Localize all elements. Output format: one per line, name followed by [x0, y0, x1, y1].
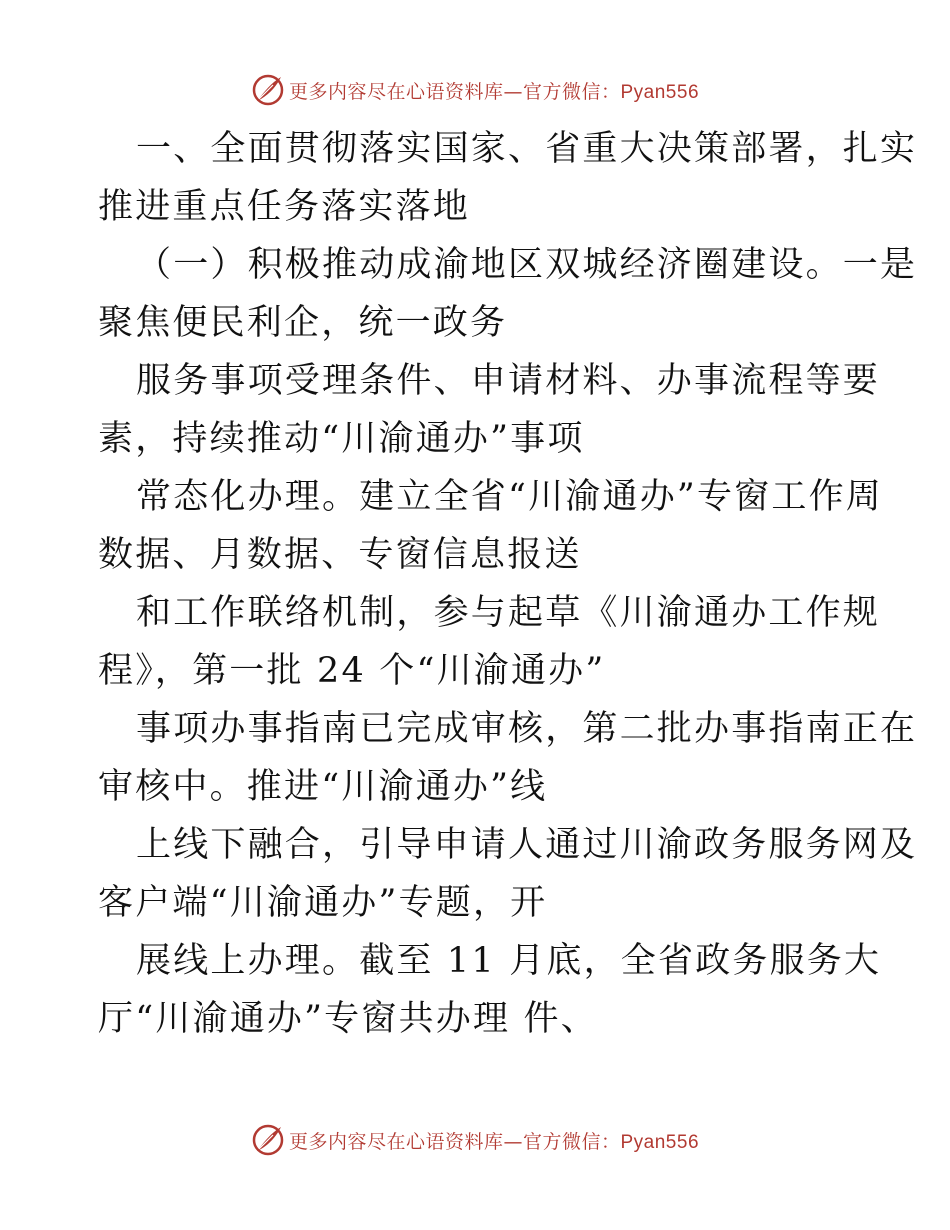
watermark-wechat-id: Pyan556	[620, 81, 700, 103]
paragraph-line: （一）积极推动成渝地区双城经济圈建设。一是	[136, 245, 918, 285]
watermark-separator: —	[503, 1130, 523, 1153]
paragraph-line: 推进重点任务落实落地	[98, 187, 471, 227]
paragraph-line: 和工作联络机制，参与起草《川渝通办工作规	[136, 593, 881, 633]
feather-pen-logo-icon	[251, 73, 285, 107]
watermark-separator: —	[503, 80, 523, 103]
paragraph-line: 上线下融合，引导申请人通过川渝政务服务网及	[136, 825, 918, 865]
watermark-wechat-id: Pyan556	[620, 1131, 700, 1153]
feather-pen-logo-icon	[251, 1123, 285, 1157]
document-body	[98, 120, 918, 1048]
watermark-footer	[0, 1120, 950, 1160]
paragraph-line: 一、全面贯彻落实国家、省重大决策部署，扎实	[136, 129, 918, 169]
paragraph-line: 素，持续推动“川渝通办”事项	[98, 419, 585, 459]
paragraph-line: 客户端“川渝通办”专题，开	[98, 883, 548, 923]
paragraph-line: 聚焦便民利企，统一政务	[98, 303, 508, 343]
watermark-label: 官方微信：	[522, 1130, 621, 1153]
paragraph-line: 常态化办理。建立全省“川渝通办”专窗工作周	[136, 477, 883, 517]
watermark-header	[0, 70, 950, 110]
paragraph-line: 审核中。推进“川渝通办”线	[98, 767, 548, 807]
paragraph-line: 服务事项受理条件、申请材料、办事流程等要	[136, 361, 881, 401]
paragraph-line: 程》，第一批 24 个“川渝通办”	[98, 651, 606, 691]
paragraph-line: 厅“川渝通办”专窗共办理 件、	[98, 999, 598, 1039]
watermark-label: 官方微信：	[522, 80, 621, 103]
watermark-brand: 更多内容尽在心语资料库	[288, 80, 504, 103]
paragraph-line: 数据、月数据、专窗信息报送	[98, 535, 582, 575]
paragraph-line: 事项办事指南已完成审核，第二批办事指南正在	[136, 709, 918, 749]
watermark-brand: 更多内容尽在心语资料库	[288, 1130, 504, 1153]
paragraph-line: 展线上办理。截至 11 月底，全省政务服务大	[136, 941, 882, 981]
